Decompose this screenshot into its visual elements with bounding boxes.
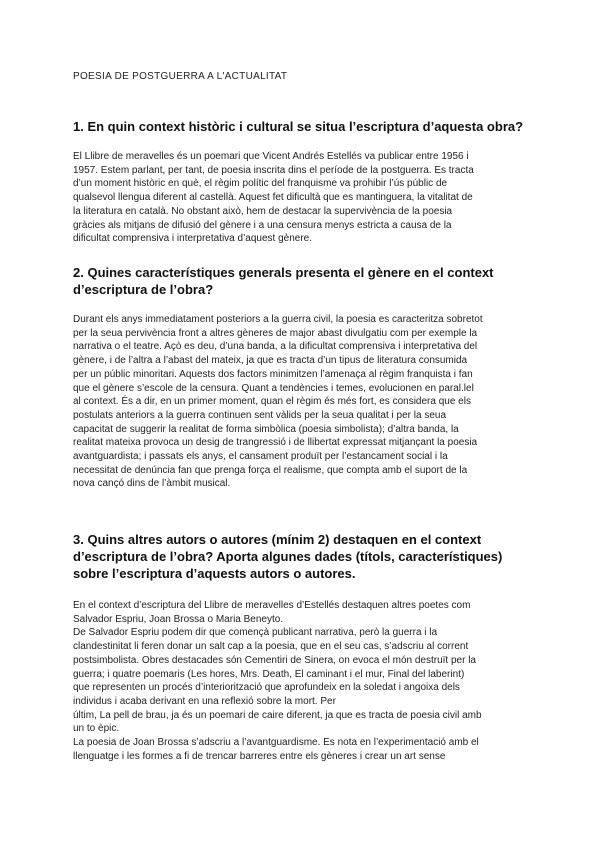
text-line: postsimbolista. Obres destacades són Cementiri de Sinera, on evoca el món destruït per la bbox=[73, 654, 476, 666]
text-line: El Llibre de meravelles és un poemari que Vicent Andrés Estellés va publicar entre 1956 i bbox=[73, 151, 469, 162]
text-line: narrativa o el teatre. Açò es deu, d’una banda, a la dificultat comprensiva i interpretativa del bbox=[73, 341, 478, 353]
text-line: la literatura en català. No obstant això, hem de destacar la supervivència de la poesia bbox=[73, 205, 453, 217]
text-line: gràcies als mitjans de difusió del gènere i a una censura menys estricta a causa de la bbox=[73, 219, 452, 231]
question-3-title bbox=[73, 531, 535, 582]
title-line: d’escriptura de l’obra? bbox=[73, 282, 214, 297]
text-line: últim, La pell de brau, ja és un poemari de caire diferent, ja que es tracta de poesia civil amb bbox=[73, 709, 482, 721]
text-line: individus i acaba derivant en una reflexió sobre la mort. Per bbox=[73, 695, 336, 707]
text-line: clandestinitat li feren donar un salt cap a la poesia, que en el seu cas, s’adscriu al corrent bbox=[73, 641, 469, 653]
question-3-section bbox=[73, 531, 535, 582]
text-line: dificultat comprensiva i interpretativa d’aquest gènere. bbox=[73, 233, 313, 245]
title-line: sobre l’escriptura d’aquests autors o autores. bbox=[73, 566, 356, 581]
title-line: 3. Quins altres autors o autores (mínim 2) destaquen en el context bbox=[73, 532, 482, 547]
text-line: nova cançó dins de l’àmbit musical. bbox=[73, 478, 231, 490]
text-line: un to èpic. bbox=[73, 723, 120, 735]
question-1-title: 1. En quin context històric i cultural se situa l’escriptura d’aquesta obra? bbox=[73, 119, 524, 134]
question-1-section bbox=[73, 118, 535, 135]
text-line: De Salvador Espriu podem dir que començà publicant narrativa, però la guerra i la bbox=[73, 627, 438, 639]
question-2-title bbox=[73, 264, 535, 298]
text-line: postulats anteriors a la guerra continuen sent vàlids per la seua qualitat i per la seua bbox=[73, 409, 447, 421]
text-line: llenguatge i les formes a fi de trencar barreres entre els gèneres i crear un art sense bbox=[73, 750, 446, 762]
text-line: La poesia de Joan Brossa s’adscriu a l’avantguardisme. Es nota en l’experimentació amb el bbox=[73, 737, 479, 749]
text-line: que representen un procés d’interiorització que aprofundeix en la soledat i angoixa dels bbox=[73, 682, 460, 694]
answer-1-paragraph bbox=[73, 150, 535, 246]
document-header: POESIA DE POSTGUERRA A L'ACTUALITAT bbox=[73, 71, 288, 82]
answer-1 bbox=[73, 150, 535, 246]
answer-2 bbox=[73, 313, 535, 491]
text-line: per un públic minoritari. Aquests dos factors minimitzen l’amenaça al règim franquista i fan bbox=[73, 368, 473, 380]
text-line: per la seua pervivència front a altres gèneres de major abast divulgatiu com per exemple la bbox=[73, 327, 478, 339]
text-line: capacitat de suggerir la realitat de forma simbòlica (poesia simbolista); d’altra banda, la bbox=[73, 423, 459, 435]
answer-2-paragraph bbox=[73, 313, 535, 491]
text-line: qualsevol llengua diferent al castellà. Aquest fet dificultà que es mantinguera, la vitalitat de bbox=[73, 192, 473, 204]
text-line: Durant els anys immediatament posteriors a la guerra civil, la poesia es caracteritza sobretot bbox=[73, 314, 483, 325]
text-line: guerra; i quatre poemaris (Les hores, Mrs. Death, El caminant i el mur, Final del laberint) bbox=[73, 668, 465, 680]
answer-3-paragraph bbox=[73, 599, 535, 763]
title-line: d’escriptura de l’obra? Aporta algunes dades (títols, característiques) bbox=[73, 549, 503, 564]
text-line: d’un moment històric en què, el règim polític del franquisme va prohibir l’ús públic de bbox=[73, 178, 448, 190]
text-line: realitat mateixa provoca un desig de trangressió i de llibertat expressat mitjançant la poesia bbox=[73, 437, 478, 449]
text-line: Salvador Espriu, Joan Brossa o Maria Beneyto. bbox=[73, 613, 284, 625]
text-line: gènere, i de l’altra a l’abast del mateix, ja que es tracta d’un tipus de literatura consumida bbox=[73, 355, 468, 367]
text-line: que el gènere s’escole de la censura. Quant a tendències i temes, evolucionen en paral.lel bbox=[73, 382, 474, 394]
text-line: al context. És a dir, en un primer moment, quan el règim és més fort, es considera que els bbox=[73, 396, 471, 408]
answer-3 bbox=[73, 599, 535, 763]
title-line: 2. Quines característiques generals presenta el gènere en el context bbox=[73, 265, 494, 280]
text-line: 1957. Estem parlant, per tant, de poesia inscrita dins el període de la postguerra. Es tracta bbox=[73, 164, 474, 176]
question-2-section bbox=[73, 264, 535, 298]
text-line: En el context d’escriptura del Llibre de meravelles d’Estellés destaquen altres poetes com bbox=[73, 600, 471, 611]
text-line: avantguardista; i passats els anys, el cansament produït per l’estancament social i la bbox=[73, 451, 448, 463]
text-line: necessitat de denúncia fan que prenga força el realisme, que compta amb el suport de la bbox=[73, 464, 468, 476]
